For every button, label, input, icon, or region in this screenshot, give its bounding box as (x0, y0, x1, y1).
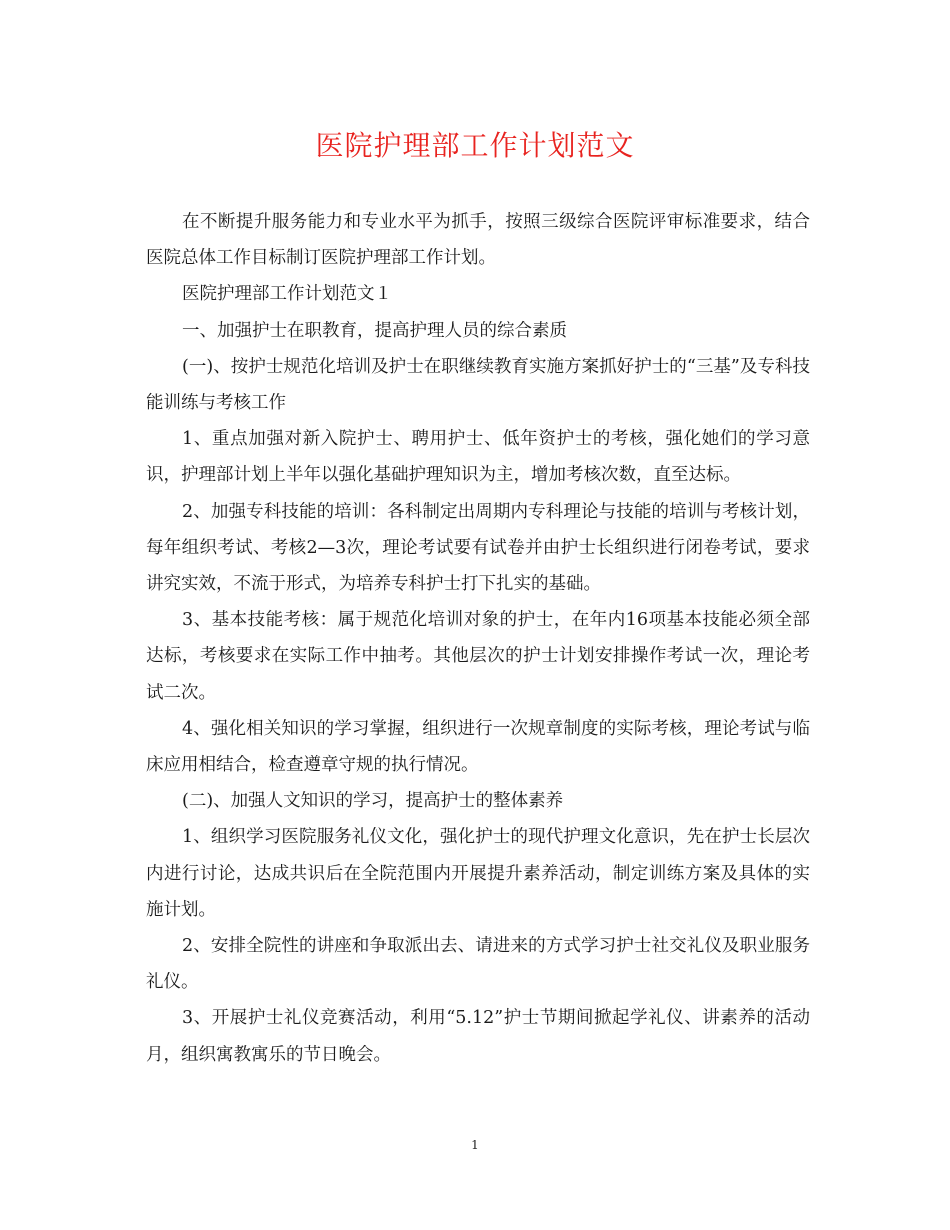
page-number: 1 (471, 1138, 479, 1152)
paragraph-intro: 在不断提升服务能力和专业水平为抓手，按照三级综合医院评审标准要求，结合医院总体工作目标制订医院护理部工作计划。 (146, 212, 810, 269)
paragraph-subheading-1: (一)、按护士规范化培训及护士在职继续教育实施方案抓好护士的“三基”及专科技能训练与考核工作 (146, 356, 810, 414)
paragraph-item-1: 1、重点加强对新入院护士、聘用护士、低年资护士的考核，强化她们的学习意识，护理部计划上半年以强化基础护理知识为主，增加考核次数，直至达标。 (146, 429, 810, 486)
paragraph-item-2: 2、加强专科技能的培训：各科制定出周期内专科理论与技能的培训与考核计划，每年组织考试、考核2—3次，理论考试要有试卷并由护士长组织进行闭卷考试，要求讲究实效，不流于形式，为培养专科护士打下扎实的基础。 (146, 501, 810, 595)
paragraph-item-5: 1、组织学习医院服务礼仪文化，强化护士的现代护理文化意识，先在护士长层次内进行讨论，达成共识后在全院范围内开展提升素养活动，制定训练方案及具体的实施计划。 (146, 827, 810, 920)
paragraph-item-7: 3、开展护士礼仪竞赛活动，利用“5.12”护士节期间掀起学礼仪、讲素养的活动月，组织寓教寓乐的节日晚会。 (146, 1008, 810, 1065)
paragraph-item-4: 4、强化相关知识的学习掌握，组织进行一次规章制度的实际考核，理论考试与临床应用相结合，检查遵章守规的执行情况。 (146, 718, 810, 776)
paragraph-heading-1: 一、加强护士在职教育，提高护理人员的综合素质 (182, 320, 567, 341)
paragraph-subheading-2: (二)、加强人文知识的学习，提高护士的整体素养 (182, 791, 564, 812)
document-title: 医院护理部工作计划范文 (315, 129, 635, 162)
paragraph-item-3: 3、基本技能考核：属于规范化培训对象的护士，在年内16项基本技能必须全部达标，考核要求在实际工作中抽考。其他层次的护士计划安排操作考试一次，理论考试二次。 (146, 610, 810, 703)
paragraph-section-heading: 医院护理部工作计划范文１ (182, 284, 392, 305)
paragraph-item-6: 2、安排全院性的讲座和争取派出去、请进来的方式学习护士社交礼仪及职业服务礼仪。 (146, 936, 810, 993)
document-body (146, 204, 810, 1073)
